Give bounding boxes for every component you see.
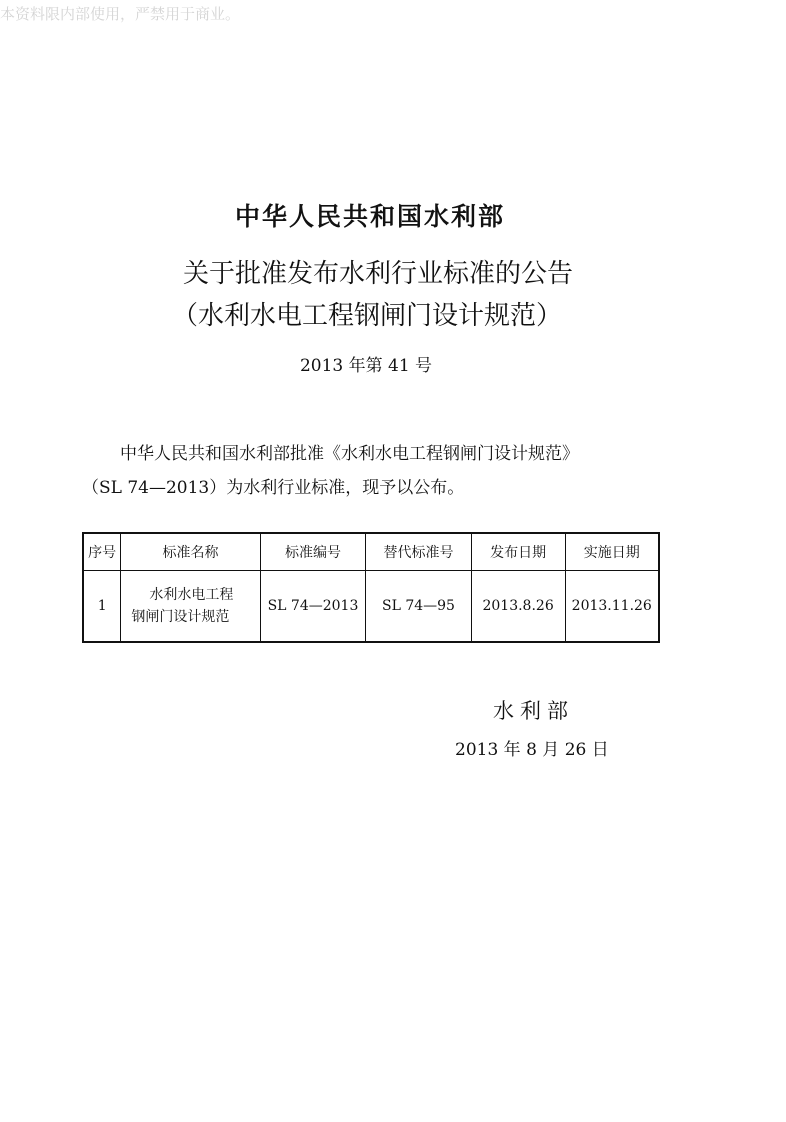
table-row [83, 571, 659, 643]
issuer-heading: 中华人民共和国水利部 [234, 202, 505, 231]
header-replaced-standard: 替代标准号 [366, 533, 471, 571]
cell-issue-date: 2013.8.26 [471, 571, 565, 643]
body-line-2: （SL 74—2013）为水利行业标准，现予以公布。 [82, 478, 465, 498]
standards-table [82, 532, 660, 643]
cell-replaced-standard: SL 74—95 [366, 571, 471, 643]
body-line-1: 中华人民共和国水利部批准《水利水电工程钢闸门设计规范》 [120, 444, 579, 464]
header-effective-date: 实施日期 [565, 533, 659, 571]
signature-issuer: 水利部 [493, 699, 574, 723]
header-standard-name: 标准名称 [121, 533, 260, 571]
announcement-title: 关于批准发布水利行业标准的公告 [182, 259, 573, 289]
announcement-subtitle: （水利水电工程钢闸门设计规范） [171, 301, 562, 331]
header-serial: 序号 [83, 533, 121, 571]
header-standard-code: 标准编号 [260, 533, 366, 571]
cell-standard-name [121, 571, 260, 643]
announcement-body [82, 437, 662, 505]
watermark-text: 本资料限内部使用，严禁用于商业。 [0, 5, 241, 23]
document-number: 2013 年第 41 号 [299, 356, 433, 376]
standard-name-line-2: 钢闸门设计规范 [131, 609, 230, 625]
cell-standard-code: SL 74—2013 [260, 571, 366, 643]
cell-serial: 1 [83, 571, 121, 643]
cell-effective-date: 2013.11.26 [565, 571, 659, 643]
standard-name-line-1: 水利水电工程 [149, 587, 234, 603]
header-issue-date: 发布日期 [471, 533, 565, 571]
signature-date: 2013 年 8 月 26 日 [455, 740, 609, 760]
table-header-row [83, 533, 659, 571]
